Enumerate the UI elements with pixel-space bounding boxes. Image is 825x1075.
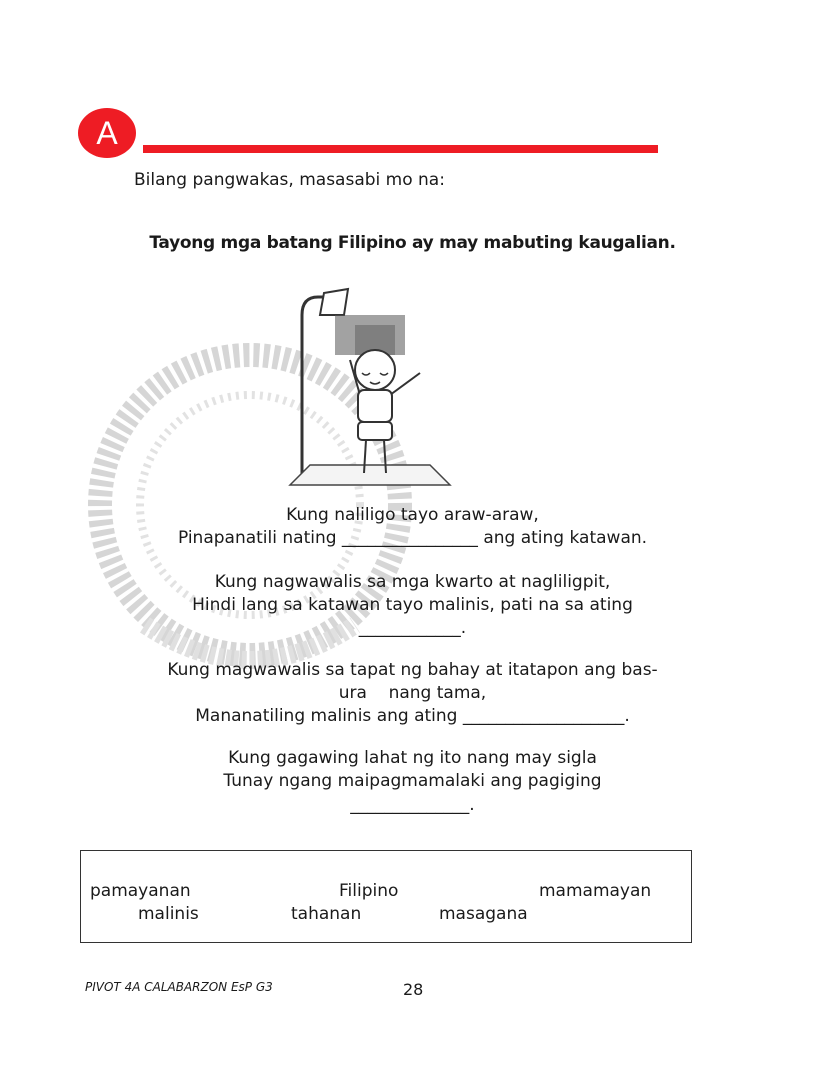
section-divider [143, 145, 658, 153]
word-bank-item: pamayanan [90, 881, 191, 901]
headline: Tayong mga batang Filipino ay may mabuting kaugalian. [149, 233, 676, 253]
footer-source: PIVOT 4A CALABARZON EsP G3 [85, 980, 273, 994]
poem-line: Kung nagwawalis sa mga kwarto at nagliligpit, [214, 572, 611, 592]
poem-line: ura nang tama, [338, 683, 487, 703]
poem-line: Pinapanatili nating ________________ ang ating katawan. [177, 528, 648, 548]
poem-line: Kung magwawalis sa tapat ng bahay at itatapon ang bas- [167, 660, 658, 680]
poem-line: Kung naliligo tayo araw-araw, [286, 505, 539, 525]
poem-line: ______________. [350, 795, 475, 815]
poem-line: Tunay ngang maipagmamalaki ang pagiging [223, 771, 602, 791]
poem-line: Kung gagawing lahat ng ito nang may sigla [228, 748, 597, 768]
page-number: 28 [403, 980, 424, 999]
word-bank-item: malinis [138, 904, 199, 924]
poem-line: Hindi lang sa katawan tayo malinis, pati na sa ating [192, 595, 633, 615]
child-bathing-shower-icon [280, 285, 465, 495]
word-bank-box [80, 850, 692, 943]
intro-text: Bilang pangwakas, masasabi mo na: [134, 170, 445, 190]
poem-line: ____________. [358, 618, 467, 638]
word-bank-item: Filipino [339, 881, 399, 901]
word-bank-item: mamamayan [539, 881, 652, 901]
word-bank-item: tahanan [291, 904, 362, 924]
section-badge: A [78, 108, 136, 158]
poem-line: Mananatiling malinis ang ating ___________________. [195, 706, 630, 726]
word-bank-item: masagana [439, 904, 528, 924]
